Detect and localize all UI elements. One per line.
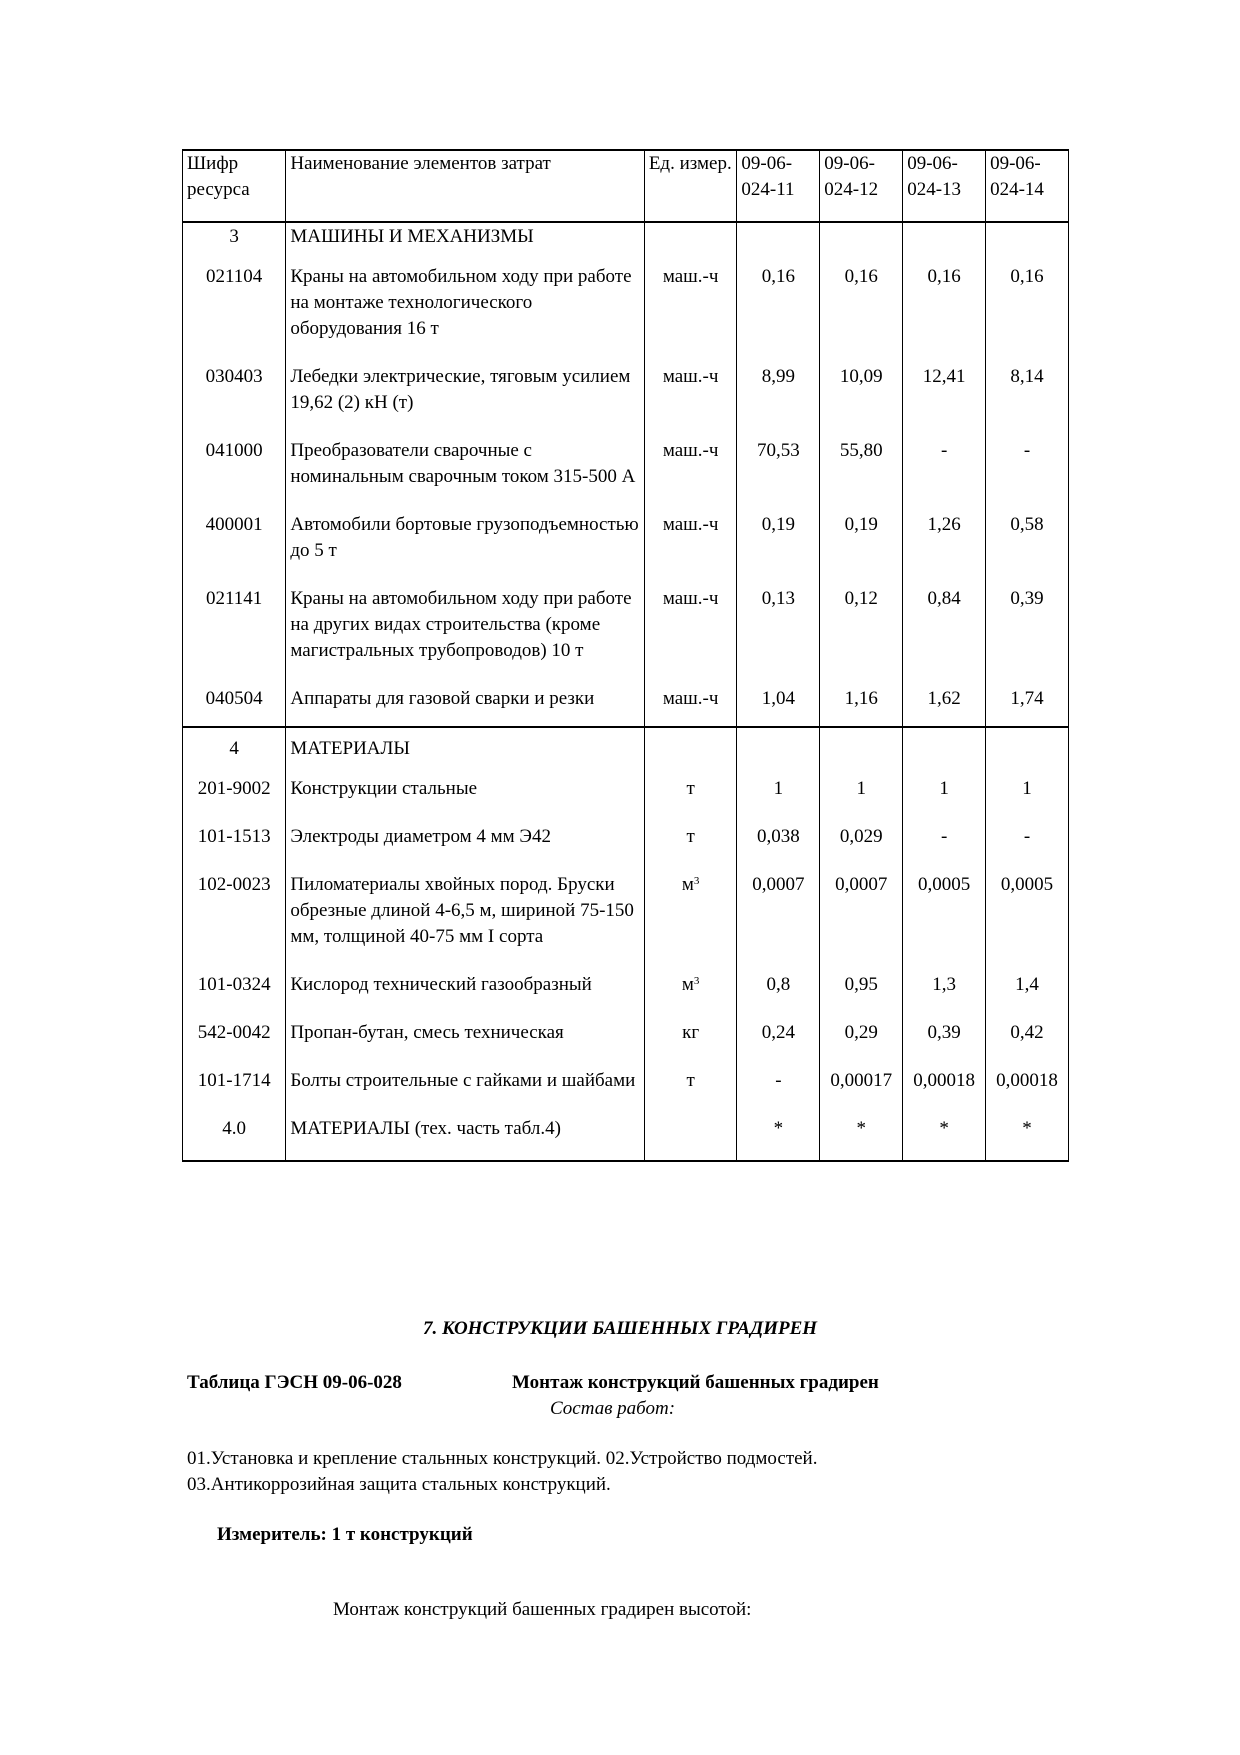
unit: кг [644,1012,737,1060]
empty-cell [820,727,903,768]
unit: маш.-ч [644,504,737,578]
resource-name: Автомобили бортовые грузоподъемностью до 5 т [286,504,644,578]
norm-value: 1 [986,768,1069,816]
resource-code: 101-1513 [183,816,286,864]
table-row [183,1108,1069,1161]
norm-value: 0,0005 [903,864,986,964]
unit: маш.-ч [644,430,737,504]
norm-value: 8,14 [986,356,1069,430]
header-norm-14: 09-06-024-14 [986,150,1069,222]
norm-value: 8,99 [737,356,820,430]
norm-value: 0,29 [820,1012,903,1060]
resource-code: 101-1714 [183,1060,286,1108]
norm-value: * [737,1108,820,1161]
table-row [183,964,1069,1012]
norm-value: 0,12 [820,578,903,678]
table-row [183,768,1069,816]
unit-exponent: 3 [693,875,700,887]
resource-name: Краны на автомобильном ходу при работе на монтаже технологического оборудования 16 т [286,256,644,356]
norm-value: 0,0007 [820,864,903,964]
empty-cell [986,222,1069,256]
resource-name: Пиломатериалы хвойных пород. Бруски обрезные длиной 4-6,5 м, шириной 75-150 мм, толщиной 40-75 мм I сорта [286,864,644,964]
unit: маш.-ч [644,578,737,678]
unit: т [644,1060,737,1108]
table-row [183,504,1069,578]
table-row [183,430,1069,504]
resource-name: Болты строительные с гайками и шайбами [286,1060,644,1108]
empty-cell [903,727,986,768]
norm-value: 0,8 [737,964,820,1012]
resource-name: Краны на автомобильном ходу при работе на других видах строительства (кроме магистральных трубопроводов) 10 т [286,578,644,678]
norm-value: 1,62 [903,678,986,727]
table-body [183,222,1069,1161]
table-row [183,816,1069,864]
resource-name: Преобразователи сварочные с номинальным сварочным током 315-500 А [286,430,644,504]
norm-value: 0,13 [737,578,820,678]
norm-value: 0,0007 [737,864,820,964]
works-line: 03.Антикоррозийная защита стальных конструкций. [187,1474,611,1495]
meter-label: Измеритель: 1 т конструкций [217,1524,473,1545]
header-code: Шифр ресурса [183,150,286,222]
norm-value: - [986,816,1069,864]
norm-value: 1,74 [986,678,1069,727]
norm-value: 1,16 [820,678,903,727]
norm-value: 0,39 [903,1012,986,1060]
header-name: Наименование элементов затрат [286,150,644,222]
empty-cell [903,222,986,256]
table-title: Монтаж конструкций башенных градирен [512,1372,879,1393]
works-list [187,1446,1067,1498]
norm-value: 0,00018 [986,1060,1069,1108]
empty-cell [737,727,820,768]
resource-code: 542-0042 [183,1012,286,1060]
resource-name: Аппараты для газовой сварки и резки [286,678,644,727]
resource-code: 040504 [183,678,286,727]
norm-value: 0,0005 [986,864,1069,964]
empty-cell [644,222,737,256]
section-heading: 7. КОНСТРУКЦИИ БАШЕННЫХ ГРАДИРЕН [422,1318,818,1339]
norm-value: 1,04 [737,678,820,727]
unit: т [644,816,737,864]
norm-value: 0,24 [737,1012,820,1060]
norm-value: 55,80 [820,430,903,504]
header-norm-13: 09-06-024-13 [903,150,986,222]
table-row [183,864,1069,964]
unit-exponent: 3 [693,975,700,987]
table-row [183,256,1069,356]
unit [644,1108,737,1161]
norm-value: - [986,430,1069,504]
section-title: МАШИНЫ И МЕХАНИЗМЫ [286,222,644,256]
norm-value: - [903,816,986,864]
composition-label: Состав работ: [550,1398,676,1419]
resource-name: Лебедки электрические, тяговым усилием 19,62 (2) кН (т) [286,356,644,430]
resource-name: Конструкции стальные [286,768,644,816]
resource-code: 102-0023 [183,864,286,964]
table-row [183,356,1069,430]
norm-value: 0,00017 [820,1060,903,1108]
resource-code: 030403 [183,356,286,430]
unit [644,964,737,1012]
empty-cell [820,222,903,256]
table-header-row [183,150,1069,222]
norm-value: - [903,430,986,504]
norm-value: * [903,1108,986,1161]
empty-cell [737,222,820,256]
norm-value: 0,00018 [903,1060,986,1108]
empty-cell [644,727,737,768]
resource-code: 201-9002 [183,768,286,816]
section-number: 3 [183,222,286,256]
resource-name: Кислород технический газообразный [286,964,644,1012]
norm-value: 12,41 [903,356,986,430]
norm-value: 0,95 [820,964,903,1012]
table-row [183,578,1069,678]
norm-value: 1,26 [903,504,986,578]
unit: т [644,768,737,816]
norm-value: 0,42 [986,1012,1069,1060]
norm-value: 0,029 [820,816,903,864]
resource-code: 400001 [183,504,286,578]
table-row [183,1060,1069,1108]
unit: маш.-ч [644,678,737,727]
norm-value: * [820,1108,903,1161]
norm-value: 10,09 [820,356,903,430]
resource-code: 021141 [183,578,286,678]
unit: маш.-ч [644,356,737,430]
unit-text: м [681,974,694,995]
height-subtitle: Монтаж конструкций башенных градирен высотой: [333,1599,752,1620]
section-title: МАТЕРИАЛЫ [286,727,644,768]
resource-norms-table [182,149,1069,1162]
unit: маш.-ч [644,256,737,356]
norm-value: 0,39 [986,578,1069,678]
norm-value: 0,038 [737,816,820,864]
norm-value: 1 [737,768,820,816]
table-row [183,678,1069,727]
works-line: 01.Установка и крепление стальнных конструкций. 02.Устройство подмостей. [187,1448,818,1469]
table-label: Таблица ГЭСН 09-06-028 [187,1372,402,1393]
norm-value: 1 [820,768,903,816]
resource-code: 041000 [183,430,286,504]
resource-code: 021104 [183,256,286,356]
norm-value: 0,16 [737,256,820,356]
norm-value: 0,84 [903,578,986,678]
empty-cell [986,727,1069,768]
resource-name: Пропан-бутан, смесь техническая [286,1012,644,1060]
resource-name: Электроды диаметром 4 мм Э42 [286,816,644,864]
norm-value: * [986,1108,1069,1161]
norm-value: - [737,1060,820,1108]
norm-value: 0,16 [820,256,903,356]
norm-value: 0,19 [737,504,820,578]
norm-value: 1,3 [903,964,986,1012]
norm-value: 70,53 [737,430,820,504]
section-row [183,222,1069,256]
norm-value: 0,58 [986,504,1069,578]
norm-value: 0,19 [820,504,903,578]
norm-value: 1 [903,768,986,816]
resource-name: МАТЕРИАЛЫ (тех. часть табл.4) [286,1108,644,1161]
resource-code: 4.0 [183,1108,286,1161]
unit [644,864,737,964]
unit-text: м [681,874,694,895]
norm-value: 0,16 [903,256,986,356]
norm-value: 1,4 [986,964,1069,1012]
section-row [183,727,1069,768]
header-unit: Ед. измер. [644,150,737,222]
header-norm-11: 09-06-024-11 [737,150,820,222]
section-number: 4 [183,727,286,768]
resource-code: 101-0324 [183,964,286,1012]
norm-value: 0,16 [986,256,1069,356]
header-norm-12: 09-06-024-12 [820,150,903,222]
table-row [183,1012,1069,1060]
